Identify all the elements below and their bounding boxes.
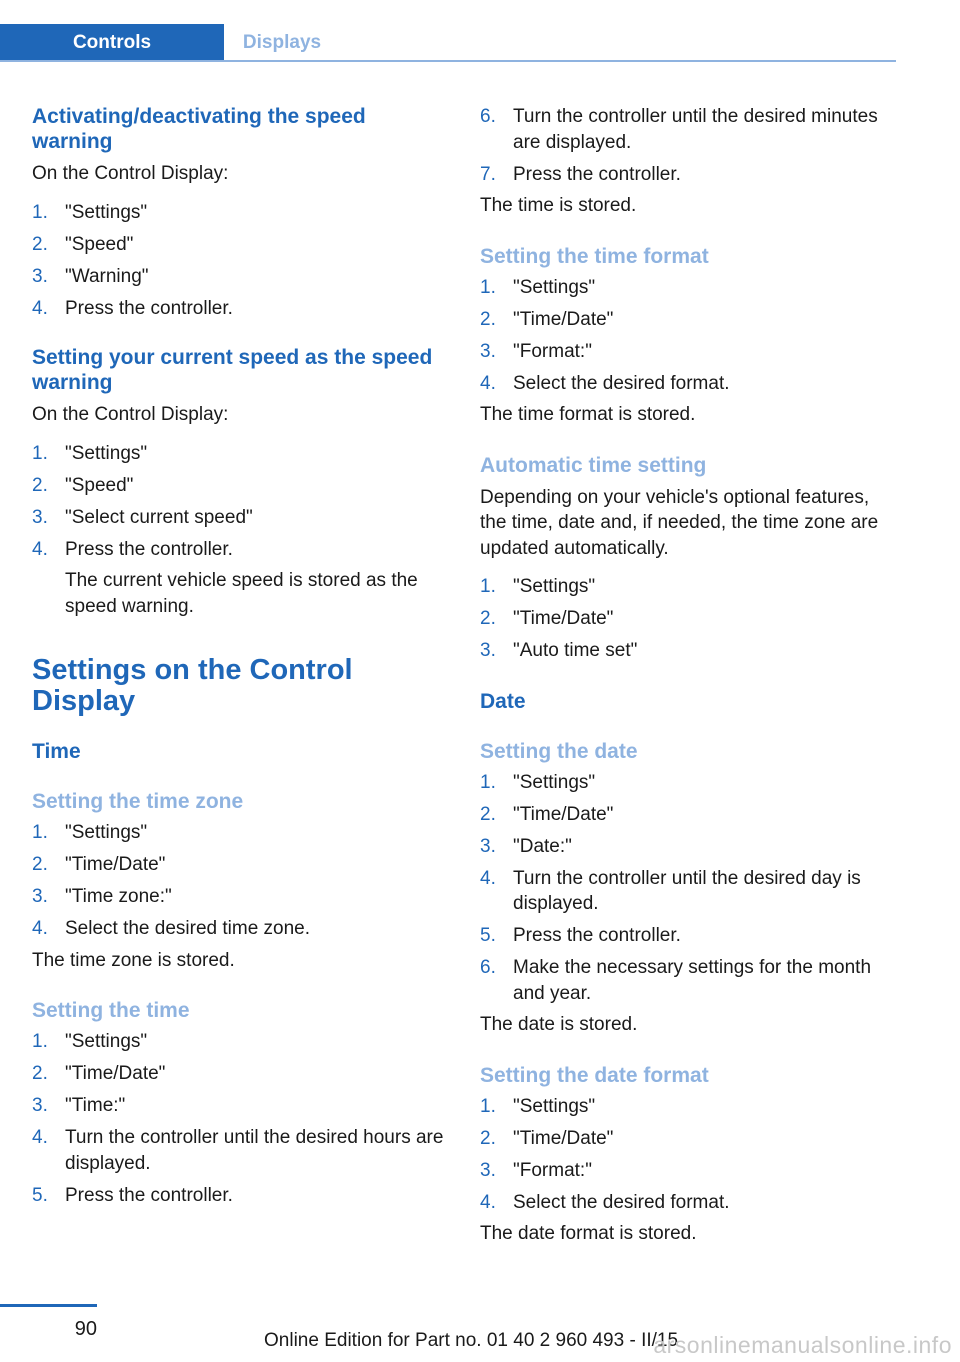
section-title: Settings on the Control Display bbox=[32, 654, 353, 717]
heading-time-format: Setting the time format bbox=[480, 244, 709, 268]
list-item: 3. "Time:" bbox=[32, 1095, 126, 1116]
heading-date: Date bbox=[480, 689, 526, 713]
heading-auto-time: Automatic time setting bbox=[480, 453, 707, 477]
list-item: 4. Select the desired format. bbox=[480, 372, 730, 394]
heading-current-speed: Setting your current speed as the speed warning bbox=[32, 346, 433, 394]
list-item: 1. "Settings" bbox=[32, 822, 148, 843]
list-item: 1. "Settings" bbox=[480, 276, 596, 298]
list-item: 2. "Time/Date" bbox=[480, 308, 614, 330]
result-text: The time format is stored. bbox=[480, 404, 696, 425]
list-item: 2. "Time/Date" bbox=[32, 1063, 166, 1084]
heading-time: Time bbox=[32, 740, 81, 763]
list-item: 1. "Settings" bbox=[32, 1031, 148, 1052]
list-item: 2. "Time/Date" bbox=[480, 608, 614, 629]
page-number: 90 bbox=[74, 1318, 97, 1340]
steps-date-format bbox=[480, 1094, 896, 1216]
list-item: 4. Turn the controller until the desired hours are displayed. bbox=[32, 1127, 444, 1174]
list-item: 4. Press the controller. bbox=[32, 297, 233, 319]
steps-auto-time bbox=[480, 574, 896, 664]
result-text: The date is stored. bbox=[480, 1014, 638, 1035]
tab-displays[interactable]: Displays bbox=[242, 32, 322, 53]
intro-text: On the Control Display: bbox=[32, 163, 229, 184]
heading-set-date: Setting the date bbox=[480, 739, 638, 763]
heading-speed-warning: Activating/deactivating the speed warning bbox=[32, 105, 366, 153]
left-column bbox=[32, 104, 448, 1208]
list-item: 3. "Auto time set" bbox=[480, 640, 638, 661]
list-item: 4. Select the desired format. bbox=[480, 1191, 730, 1213]
edition-text: Online Edition for Part no. 01 40 2 960 493 - II/15 bbox=[264, 1330, 679, 1351]
steps-speed-warning bbox=[32, 200, 448, 322]
list-item: 6. Make the necessary settings for the month and year. bbox=[480, 957, 872, 1004]
steps-set-time-continued bbox=[480, 104, 896, 187]
list-item: 1. "Settings" bbox=[32, 442, 148, 464]
list-item: 2. "Speed" bbox=[32, 233, 134, 255]
steps-set-time bbox=[32, 1029, 448, 1208]
list-item: 2. "Time/Date" bbox=[32, 854, 166, 875]
intro-text: Depending on your vehicle's optional features, the time, date and, if needed, the time zone are updated automatically. bbox=[480, 486, 879, 559]
list-item: 1. "Settings" bbox=[480, 1095, 596, 1117]
watermark: arsonlinemanualsonline.info bbox=[653, 1332, 952, 1358]
list-item: 3. "Time zone:" bbox=[32, 886, 172, 907]
list-item: 4. Select the desired time zone. bbox=[32, 918, 311, 939]
list-item: 3. "Select current speed" bbox=[32, 506, 253, 528]
list-item: 3. "Warning" bbox=[32, 265, 149, 287]
steps-time-format bbox=[480, 275, 896, 397]
header-divider bbox=[0, 60, 896, 62]
heading-date-format: Setting the date format bbox=[480, 1063, 709, 1087]
right-column bbox=[480, 104, 896, 1247]
list-item: 5. Press the controller. bbox=[480, 925, 681, 946]
list-item: 4. Press the controller. The current vehicle speed is stored as the speed warning. bbox=[32, 538, 418, 617]
tab-controls[interactable]: Controls bbox=[0, 24, 224, 62]
list-item: 2. "Time/Date" bbox=[480, 803, 614, 825]
steps-current-speed bbox=[32, 441, 448, 620]
heading-time-zone: Setting the time zone bbox=[32, 790, 244, 813]
list-item: 7. Press the controller. bbox=[480, 163, 681, 185]
result-text: The time is stored. bbox=[480, 195, 637, 216]
steps-set-date bbox=[480, 770, 896, 1007]
intro-text: On the Control Display: bbox=[32, 404, 229, 425]
result-text: The date format is stored. bbox=[480, 1223, 697, 1244]
list-item: 2. "Speed" bbox=[32, 474, 134, 496]
steps-time-zone bbox=[32, 820, 448, 942]
list-item: 1. "Settings" bbox=[480, 771, 596, 793]
list-item: 2. "Time/Date" bbox=[480, 1127, 614, 1149]
list-item: 3. "Format:" bbox=[480, 1159, 592, 1181]
list-item: 1. "Settings" bbox=[32, 201, 148, 223]
list-item: 3. "Format:" bbox=[480, 340, 592, 362]
list-item: 3. "Date:" bbox=[480, 835, 572, 857]
heading-set-time: Setting the time bbox=[32, 999, 190, 1022]
list-item: 5. Press the controller. bbox=[32, 1184, 233, 1206]
result-text: The time zone is stored. bbox=[32, 949, 235, 971]
list-item: 4. Turn the controller until the desired day is displayed. bbox=[480, 867, 861, 914]
footer-divider bbox=[0, 1304, 97, 1307]
list-item: 6. Turn the controller until the desired minutes are displayed. bbox=[480, 106, 878, 153]
list-item: 1. "Settings" bbox=[480, 576, 596, 597]
